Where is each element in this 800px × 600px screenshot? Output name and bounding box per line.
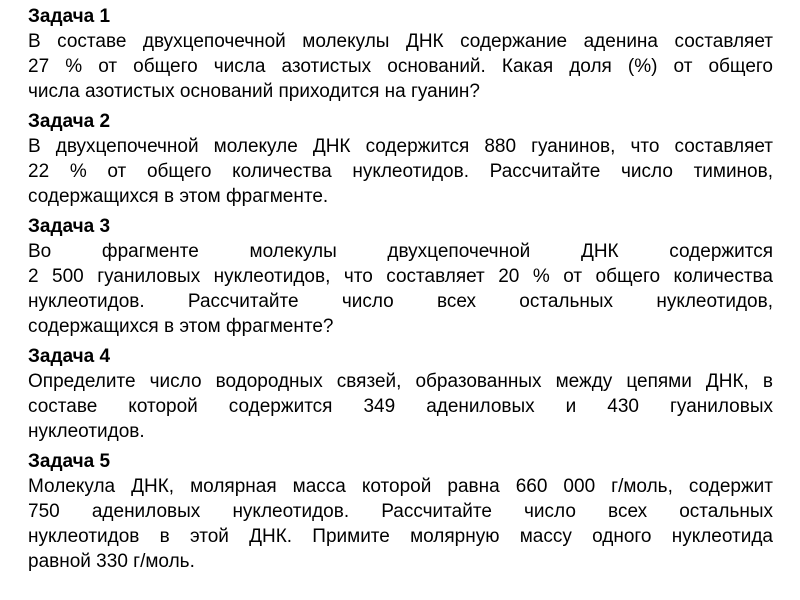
task-sheet	[28, 4, 773, 579]
task-text	[28, 474, 773, 574]
task-line: 27 % от общего числа азотистых оснований. Какая доля (%) от общего	[28, 56, 773, 77]
task-line: Во фрагменте молекулы двухцепочечной ДНК содержится	[28, 241, 773, 262]
task-line: В двухцепочечной молекуле ДНК содержится 880 гуанинов, что составляет	[28, 136, 773, 157]
task-title: Задача 5	[28, 451, 111, 472]
task-line: нуклеотидов в этой ДНК. Примите молярную массу одного нуклеотида	[28, 526, 773, 547]
task-title: Задача 1	[28, 6, 111, 27]
task-line: Молекула ДНК, молярная масса которой равна 660 000 г/моль, содержит	[28, 476, 773, 497]
task-line: 22 % от общего количества нуклеотидов. Рассчитайте число тиминов,	[28, 161, 773, 182]
task-text	[28, 134, 773, 209]
task-text	[28, 239, 773, 339]
task-4	[28, 344, 773, 444]
task-2	[28, 109, 773, 209]
task-line: 2 500 гуаниловых нуклеотидов, что составляет 20 % от общего количества	[28, 266, 773, 287]
task-line: содержащихся в этом фрагменте.	[28, 186, 329, 207]
task-title: Задача 2	[28, 111, 111, 132]
task-line: В составе двухцепочечной молекулы ДНК содержание аденина составляет	[28, 31, 773, 52]
task-line: составе которой содержится 349 адениловых и 430 гуаниловых	[28, 396, 773, 417]
task-title: Задача 3	[28, 216, 111, 237]
task-line: нуклеотидов. Рассчитайте число всех остальных нуклеотидов,	[28, 291, 773, 312]
task-text	[28, 369, 773, 444]
task-text	[28, 29, 773, 104]
task-line: содержащихся в этом фрагменте?	[28, 316, 334, 337]
task-line: 750 адениловых нуклеотидов. Рассчитайте число всех остальных	[28, 501, 773, 522]
task-line: Определите число водородных связей, образованных между цепями ДНК, в	[28, 371, 773, 392]
task-line: нуклеотидов.	[28, 421, 145, 442]
task-title: Задача 4	[28, 346, 111, 367]
task-line: равной 330 г/моль.	[28, 551, 195, 572]
task-3	[28, 214, 773, 339]
task-5	[28, 449, 773, 574]
task-line: числа азотистых оснований приходится на гуанин?	[28, 81, 480, 102]
task-1	[28, 4, 773, 104]
